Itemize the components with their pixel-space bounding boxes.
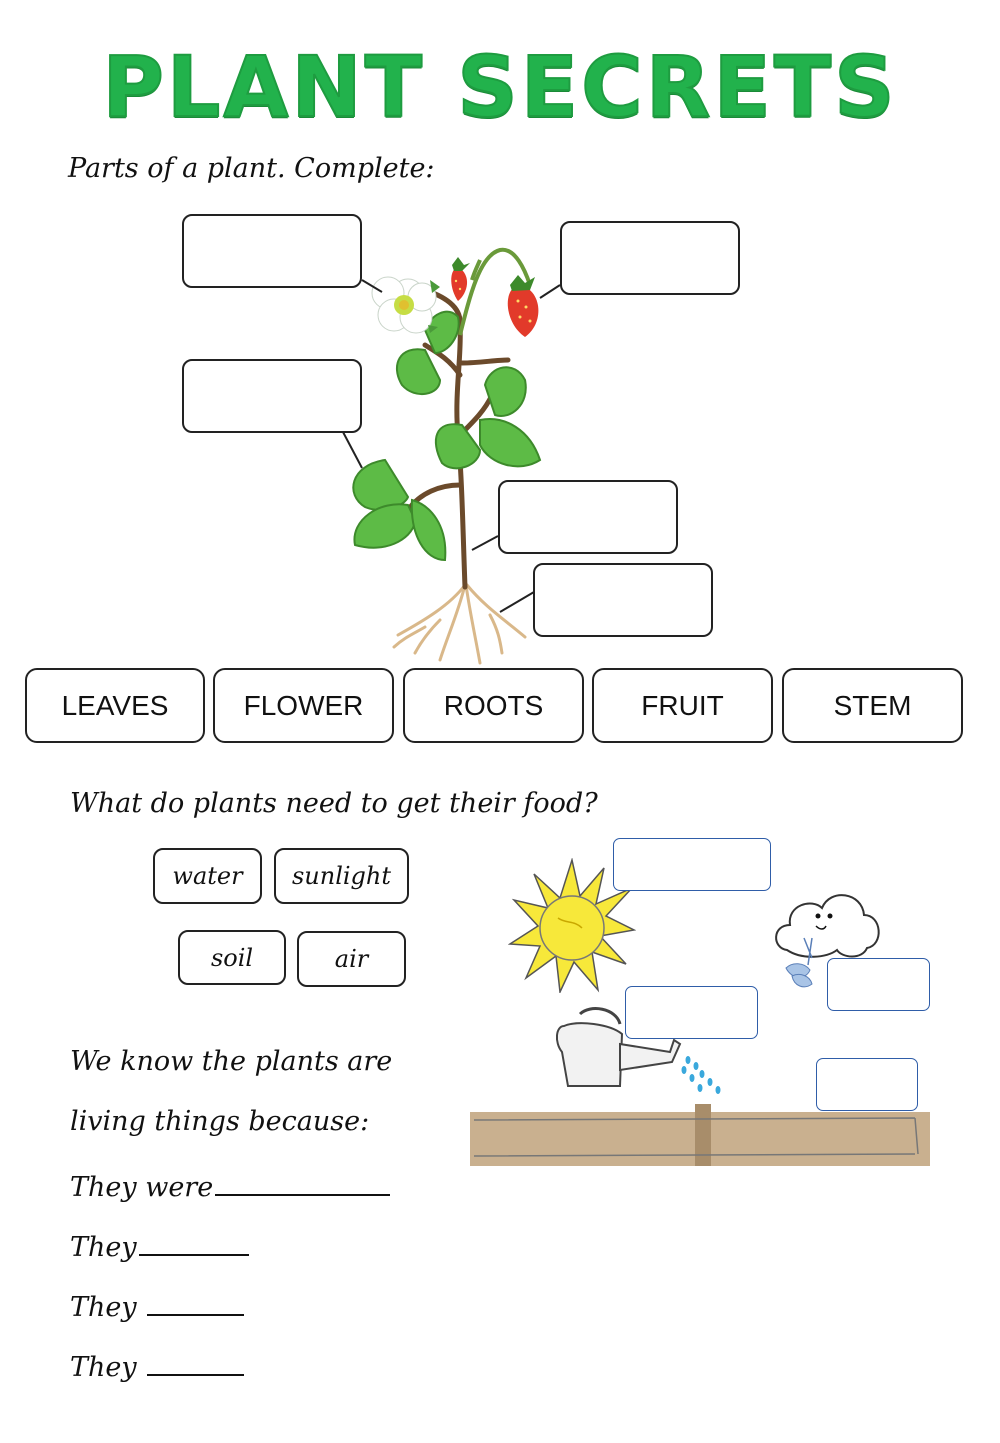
air-label-dropbox[interactable] — [827, 958, 930, 1011]
soil-label-dropbox[interactable] — [816, 1058, 918, 1111]
fruit-label-dropbox[interactable] — [560, 221, 740, 295]
sentence-stem-1: They were — [70, 1172, 214, 1203]
need-tile-sunlight[interactable]: sunlight — [274, 848, 409, 904]
need-tile-soil[interactable]: soil — [178, 930, 286, 985]
word-tile-fruit[interactable]: FRUIT — [592, 668, 773, 743]
sentence-row-3 — [70, 1286, 244, 1323]
need-tile-air[interactable]: air — [297, 931, 406, 987]
sentence-row-2 — [70, 1226, 249, 1263]
water-label-dropbox[interactable] — [625, 986, 758, 1039]
soil-strip — [470, 1104, 930, 1170]
living-things-line-1: We know the plants are — [70, 1046, 393, 1077]
answer-blank-2[interactable] — [139, 1226, 249, 1256]
word-tile-roots[interactable]: ROOTS — [403, 668, 584, 743]
answer-blank-4[interactable] — [147, 1346, 244, 1376]
sentence-stem-2: They — [70, 1232, 137, 1263]
need-tile-water[interactable]: water — [153, 848, 262, 904]
sentence-stem-4: They — [70, 1352, 137, 1383]
answer-blank-1[interactable] — [215, 1166, 390, 1196]
label-connector-lines — [0, 0, 1000, 700]
sunlight-label-dropbox[interactable] — [613, 838, 771, 891]
sentence-row-4 — [70, 1346, 244, 1383]
sentence-stem-3: They — [70, 1292, 137, 1323]
word-tile-stem[interactable]: STEM — [782, 668, 963, 743]
sentence-row-1 — [70, 1166, 390, 1203]
leaves-label-dropbox[interactable] — [182, 359, 362, 433]
parts-instruction: Parts of a plant. Complete: — [68, 153, 435, 184]
living-things-line-2: living things because: — [70, 1106, 370, 1137]
stem-label-dropbox[interactable] — [498, 480, 678, 554]
flower-label-dropbox[interactable] — [182, 214, 362, 288]
word-tile-flower[interactable]: FLOWER — [213, 668, 394, 743]
page-title: PLANT SECRETS — [102, 38, 898, 136]
word-tile-leaves[interactable]: LEAVES — [25, 668, 205, 743]
roots-label-dropbox[interactable] — [533, 563, 713, 637]
answer-blank-3[interactable] — [147, 1286, 244, 1316]
needs-question: What do plants need to get their food? — [70, 788, 598, 819]
